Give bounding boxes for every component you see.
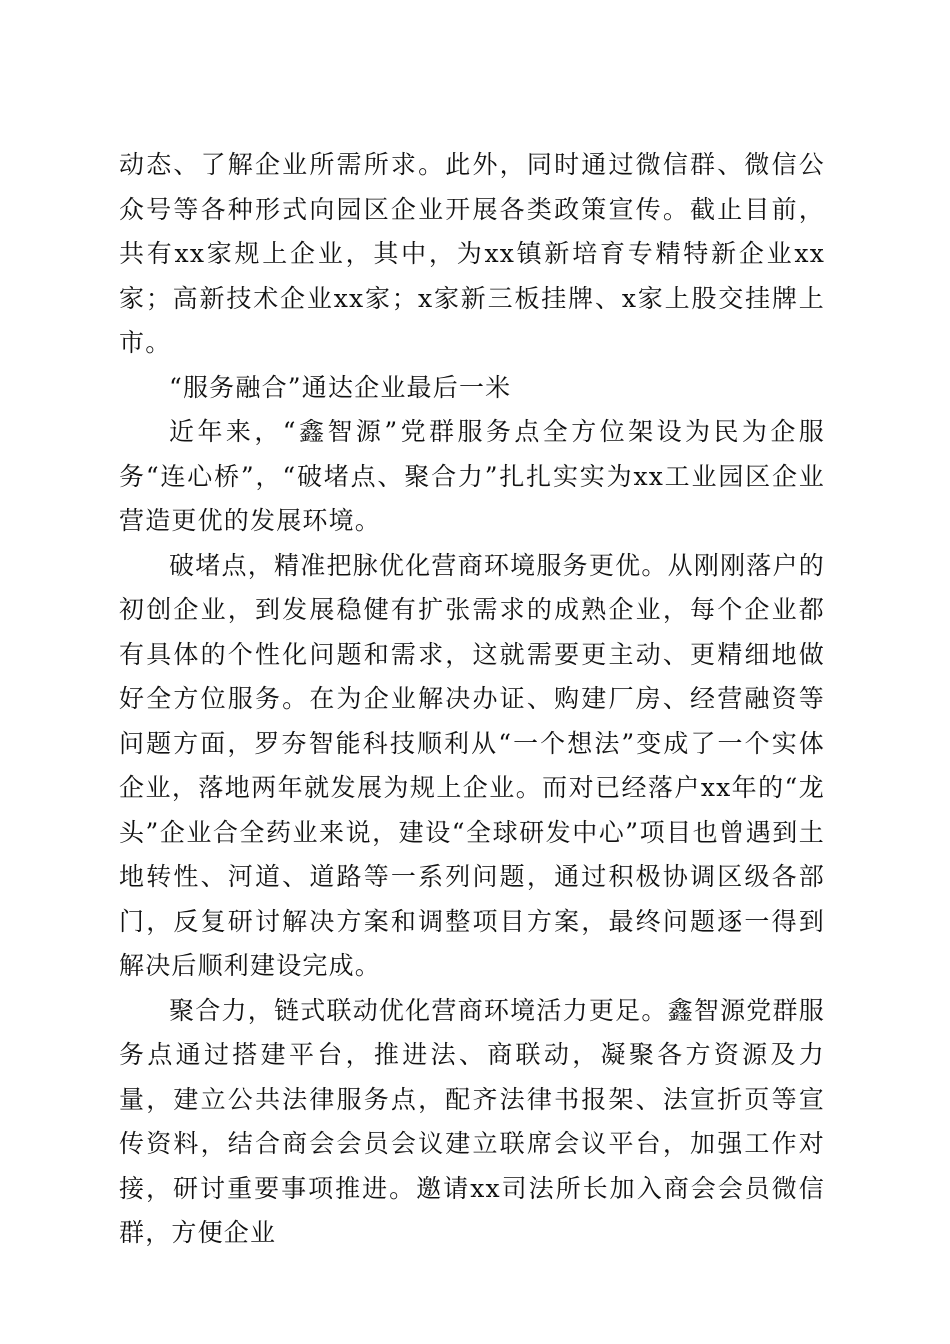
section-heading: “服务融合”通达企业最后一米 [169, 372, 512, 402]
paragraph-break-bottleneck: 破堵点，精准把脉优化营商环境服务更优。从刚刚落户的初创企业，到发展稳健有扩张需求的成熟企业，每个企业都有具体的个性化问题和需求，这就需要更主动、更精细地做好全方位服务。在为企业解决办证、购建厂房、经营融资等问题方面，罗夯智能科技顺利从“一个想法”变成了一个实体企业，落地两年就发展为规上企业。而对已经落户xx年的“龙头”企业合全药业来说，建设“全球研发中心”项目也曾遇到土地转性、河道、道路等一系列问题，通过积极协调区级各部门，反复研讨解决方案和调整项目方案，最终问题逐一得到解决后顺利建设完成。 [119, 550, 825, 980]
paragraph-join-forces: 聚合力，链式联动优化营商环境活力更足。鑫智源党群服务点通过搭建平台，推进法、商联动，凝聚各方资源及力量，建立公共法律服务点，配齐法律书报架、法宣折页等宣传资料，结合商会会员会议建立联席会议平台，加强工作对接，研讨重要事项推进。邀请xx司法所长加入商会会员微信群，方便企业 [119, 995, 825, 1247]
paragraph-continued-intro: 动态、了解企业所需所求。此外，同时通过微信群、微信公众号等各种形式向园区企业开展各类政策宣传。截止目前，共有xx家规上企业，其中，为xx镇新培育专精特新企业xx家；高新技术企业xx家；x家新三板挂牌、x家上股交挂牌上市。 [119, 150, 825, 357]
document-body [119, 143, 825, 1256]
paragraph-overview: 近年来，“鑫智源”党群服务点全方位架设为民为企服务“连心桥”，“破堵点、聚合力”扎扎实实为xx工业园区企业营造更优的发展环境。 [119, 417, 825, 535]
